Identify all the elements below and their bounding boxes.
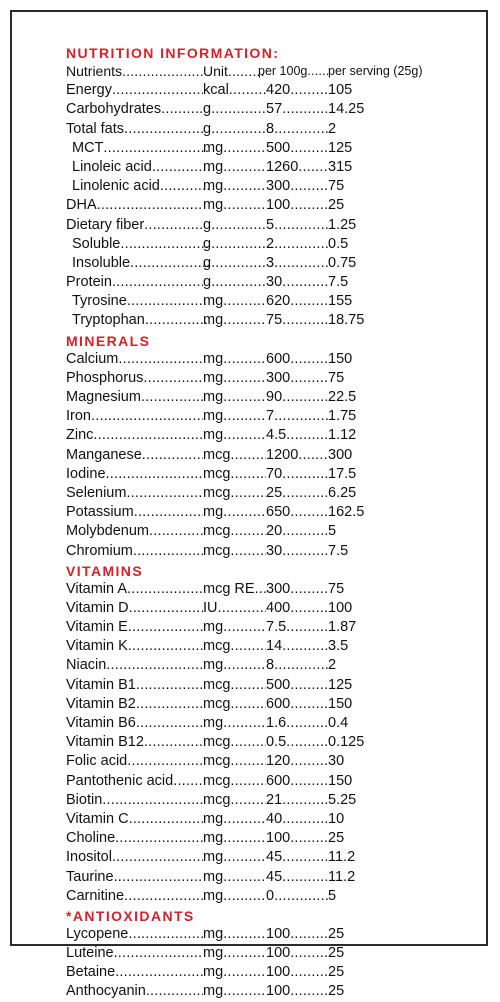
nutrient-per-100g: 500 ..... [266, 139, 328, 158]
nutrient-per-serving: 0.75 [328, 254, 357, 271]
nutrient-per-100g: 70 ..... [266, 465, 328, 484]
nutrient-name: Protein ..... [66, 273, 203, 292]
nutrient-unit: mcg ..... [203, 484, 266, 503]
header-unit: Unit ..... [203, 62, 266, 81]
nutrient-per-100g: 300 ..... [266, 177, 328, 196]
nutrient-per-serving: 162.5 [328, 504, 365, 521]
nutrient-unit: mg ..... [203, 714, 266, 733]
nutrient-unit: g ..... [203, 254, 266, 273]
nutrient-per-100g: 40 ..... [266, 810, 328, 829]
nutrient-per-serving: 30 [328, 753, 345, 770]
nutrient-row [66, 810, 466, 829]
nutrient-per-serving: 5.25 [328, 791, 357, 808]
nutrient-row [66, 599, 466, 618]
nutrient-unit: mg ..... [203, 196, 266, 215]
nutrient-name: Magnesium ..... [66, 388, 203, 407]
nutrient-row [66, 311, 466, 330]
nutrient-per-100g: 620 ..... [266, 292, 328, 311]
nutrient-row [66, 235, 466, 254]
nutrient-per-serving: 75 [328, 178, 345, 195]
nutrient-unit: mg ..... [203, 925, 266, 944]
nutrient-name: Carbohydrates ..... [66, 100, 203, 119]
nutrient-per-100g: 7.5 ..... [266, 618, 328, 637]
nutrient-per-100g: 7 ..... [266, 407, 328, 426]
nutrient-unit: g ..... [203, 216, 266, 235]
nutrient-unit: mcg ..... [203, 733, 266, 752]
nutrient-per-serving: 25 [328, 945, 345, 962]
nutrient-per-100g: 100 ..... [266, 982, 328, 1001]
nutrient-unit: mcg ..... [203, 446, 266, 465]
nutrient-per-serving: 17.5 [328, 465, 357, 482]
nutrient-row [66, 158, 466, 177]
nutrient-name: Potassium ..... [66, 503, 203, 522]
nutrient-name: Chromium ..... [66, 542, 203, 561]
nutrient-unit: mg ..... [203, 618, 266, 637]
nutrient-row [66, 292, 466, 311]
nutrition-title: NUTRITION INFORMATION: [66, 45, 280, 61]
nutrient-per-serving: 150 [328, 350, 353, 367]
nutrient-unit: g ..... [203, 120, 266, 139]
nutrient-per-serving: 105 [328, 82, 353, 99]
nutrient-row [66, 829, 466, 848]
nutrient-unit: mg ..... [203, 407, 266, 426]
nutrient-row [66, 868, 466, 887]
nutrient-per-100g: 400 ..... [266, 599, 328, 618]
nutrient-row [66, 791, 466, 810]
nutrient-name: Vitamin A ..... [66, 580, 203, 599]
nutrient-unit: mcg ..... [203, 695, 266, 714]
nutrient-per-100g: 14 ..... [266, 637, 328, 656]
nutrient-row [66, 963, 466, 982]
nutrient-unit: mg ..... [203, 829, 266, 848]
nutrient-per-serving: 6.25 [328, 484, 357, 501]
nutrient-row [66, 350, 466, 369]
nutrient-per-100g: 57 ..... [266, 100, 328, 119]
nutrient-row [66, 120, 466, 139]
section-heading: *ANTIOXIDANTS [66, 907, 195, 924]
nutrient-per-serving: 150 [328, 772, 353, 789]
nutrient-row [66, 848, 466, 867]
nutrient-name: Tyrosine ..... [66, 292, 209, 311]
nutrient-per-serving: 25 [328, 925, 345, 942]
nutrient-unit: mg ..... [203, 868, 266, 887]
nutrient-unit: mg ..... [203, 426, 266, 445]
nutrient-per-100g: 2 ..... [266, 235, 328, 254]
nutrient-row [66, 925, 466, 944]
nutrient-per-serving: 22.5 [328, 389, 357, 405]
nutrient-name: Betaine ..... [66, 963, 203, 982]
nutrient-per-serving: 25 [328, 983, 345, 1000]
nutrient-row [66, 465, 466, 484]
nutrient-unit: mcg ..... [203, 542, 266, 561]
nutrient-name: Biotin ..... [66, 791, 203, 810]
nutrient-per-100g: 5 ..... [266, 216, 328, 235]
nutrient-unit: mcg ..... [203, 522, 266, 541]
nutrient-per-serving: 10 [328, 810, 345, 827]
nutrient-name: Luteine ..... [66, 944, 203, 963]
nutrient-row [66, 772, 466, 791]
nutrient-per-serving: 7.5 [328, 274, 349, 291]
nutrient-name: Tryptophan ..... [66, 311, 209, 330]
nutrient-row [66, 542, 466, 561]
nutrient-per-serving: 18.75 [328, 312, 365, 329]
section-2 [66, 562, 466, 906]
nutrient-name: Choline ..... [66, 829, 203, 848]
nutrient-unit: g ..... [203, 273, 266, 292]
nutrient-name: Taurine ..... [66, 868, 203, 887]
nutrient-name: Vitamin K ..... [66, 637, 203, 656]
nutrient-unit: g ..... [203, 100, 266, 119]
nutrient-name: Vitamin B1 ..... [66, 676, 203, 695]
nutrient-per-100g: 100 ..... [266, 944, 328, 963]
nutrient-per-serving: 1.25 [328, 216, 357, 233]
nutrient-unit: mcg ..... [203, 772, 266, 791]
nutrient-per-100g: 300 ..... [266, 369, 328, 388]
nutrient-per-serving: 5 [328, 887, 337, 904]
nutrient-name: Vitamin D ..... [66, 599, 203, 618]
nutrient-row [66, 982, 466, 1001]
nutrient-per-100g: 21 ..... [266, 791, 328, 810]
nutrient-unit: mg ..... [203, 963, 266, 982]
nutrient-per-100g: 4.5 ..... [266, 426, 328, 445]
nutrient-per-100g: 75 ..... [266, 311, 328, 330]
nutrient-row [66, 714, 466, 733]
nutrient-row [66, 676, 466, 695]
nutrient-name: Pantothenic acid ..... [66, 772, 203, 791]
nutrient-unit: mg ..... [203, 656, 266, 675]
nutrient-unit: mcg ..... [203, 791, 266, 810]
nutrient-name: Folic acid ..... [66, 752, 203, 771]
column-header-row [66, 62, 466, 81]
nutrient-unit: mg ..... [203, 887, 266, 906]
nutrient-name: Linoleic acid ..... [66, 158, 209, 177]
nutrient-per-serving: 0.4 [328, 715, 349, 731]
nutrient-per-100g: 120 ..... [266, 752, 328, 771]
nutrient-unit: mg ..... [203, 292, 266, 311]
nutrient-name: Selenium ..... [66, 484, 203, 503]
nutrient-name: Iodine ..... [66, 465, 203, 484]
nutrient-unit: mg ..... [203, 388, 266, 407]
nutrient-name: Iron ..... [66, 407, 203, 426]
nutrient-name: Zinc ..... [66, 426, 203, 445]
nutrient-per-100g: 500 ..... [266, 676, 328, 695]
nutrient-per-serving: 0.5 [328, 235, 349, 252]
nutrient-row [66, 944, 466, 963]
nutrient-per-serving: 1.87 [328, 619, 357, 636]
nutrient-per-serving: 14.25 [328, 101, 365, 118]
nutrient-per-serving: 3.5 [328, 638, 349, 655]
header-per-serving: per serving (25g) [328, 64, 423, 78]
nutrient-per-100g: 30 ..... [266, 273, 328, 292]
nutrient-row [66, 139, 466, 158]
section-heading: MINERALS [66, 332, 151, 349]
nutrient-per-serving: 25 [328, 830, 345, 847]
nutrient-row [66, 580, 466, 599]
nutrient-row [66, 446, 466, 465]
nutrient-name: Carnitine ..... [66, 887, 203, 906]
nutrient-per-serving: 75 [328, 580, 345, 597]
nutrient-unit: mg ..... [203, 369, 266, 388]
nutrient-unit: mg ..... [203, 350, 266, 369]
nutrient-per-100g: 600 ..... [266, 350, 328, 369]
nutrition-panel [66, 43, 466, 1002]
nutrient-row [66, 273, 466, 292]
nutrient-name: Vitamin B6 ..... [66, 714, 203, 733]
nutrient-per-100g: 90 ..... [266, 388, 328, 407]
nutrient-name: Vitamin B2 ..... [66, 695, 203, 714]
nutrient-row [66, 196, 466, 215]
nutrient-row [66, 503, 466, 522]
nutrient-row [66, 484, 466, 503]
nutrient-name: Calcium ..... [66, 350, 203, 369]
nutrient-row [66, 522, 466, 541]
nutrient-unit: mg ..... [203, 810, 266, 829]
nutrient-per-serving: 1.12 [328, 427, 357, 444]
nutrient-row [66, 426, 466, 445]
nutrient-per-100g: 100 ..... [266, 829, 328, 848]
section-0 [66, 81, 466, 330]
nutrient-name: Vitamin E ..... [66, 618, 203, 637]
nutrient-unit: mg ..... [203, 503, 266, 522]
nutrient-per-100g: 0.5 ..... [266, 733, 328, 752]
nutrient-unit: mcg ..... [203, 465, 266, 484]
nutrient-unit: mg ..... [203, 311, 266, 330]
nutrient-name: Total fats ..... [66, 120, 203, 139]
nutrient-unit: mcg ..... [203, 676, 266, 695]
nutrient-per-serving: 125 [328, 676, 353, 693]
nutrient-name: Phosphorus ..... [66, 369, 203, 388]
nutrient-per-serving: 2 [328, 657, 337, 674]
nutrient-per-serving: 300 [328, 446, 353, 463]
nutrient-per-100g: 3 ..... [266, 254, 328, 273]
nutrient-unit: mg ..... [203, 158, 266, 177]
nutrient-per-100g: 600 ..... [266, 695, 328, 714]
nutrient-name: Soluble ..... [66, 235, 209, 254]
nutrient-per-serving: 125 [328, 139, 353, 156]
nutrient-per-serving: 25 [328, 197, 345, 214]
nutrient-row [66, 733, 466, 752]
nutrient-per-100g: 8 ..... [266, 120, 328, 139]
nutrient-per-100g: 45 ..... [266, 848, 328, 867]
nutrient-per-100g: 300 ..... [266, 580, 328, 599]
nutrient-unit: mcg ..... [203, 637, 266, 656]
nutrient-per-serving: 150 [328, 695, 353, 712]
nutrient-per-100g: 8 ..... [266, 656, 328, 675]
nutrient-row [66, 637, 466, 656]
section-1 [66, 332, 466, 561]
nutrient-name: Insoluble ..... [66, 254, 209, 273]
nutrient-row [66, 100, 466, 119]
nutrient-name: Molybdenum ..... [66, 522, 203, 541]
nutrient-name: Lycopene ..... [66, 925, 203, 944]
nutrient-per-100g: 600 ..... [266, 772, 328, 791]
nutrient-per-100g: 100 ..... [266, 925, 328, 944]
nutrient-per-serving: 5 [328, 523, 337, 540]
nutrient-name: Anthocyanin ..... [66, 982, 203, 1001]
nutrient-name: Niacin ..... [66, 656, 203, 675]
nutrient-name: Dietary fiber ..... [66, 216, 203, 235]
nutrient-unit: mg ..... [203, 177, 266, 196]
nutrient-unit: mcg ..... [203, 752, 266, 771]
nutrient-unit: g ..... [203, 235, 266, 254]
nutrient-name: Inositol ..... [66, 848, 203, 867]
nutrient-unit: mg ..... [203, 848, 266, 867]
nutrient-unit: mcg RE ..... [203, 580, 266, 599]
nutrient-row [66, 407, 466, 426]
nutrient-per-100g: 30 ..... [266, 542, 328, 561]
nutrient-per-100g: 20 ..... [266, 522, 328, 541]
nutrient-per-100g: 420 ..... [266, 81, 328, 100]
nutrient-per-100g: 0 ..... [266, 887, 328, 906]
nutrient-per-serving: 25 [328, 964, 345, 981]
nutrient-name: Linolenic acid ..... [66, 177, 209, 196]
nutrient-per-100g: 1200 ..... [266, 446, 328, 465]
nutrient-per-serving: 11.2 [328, 849, 356, 866]
nutrient-row [66, 369, 466, 388]
nutrient-per-serving: 0.125 [328, 734, 365, 751]
nutrient-unit: IU ..... [203, 599, 266, 618]
nutrient-per-100g: 1.6 ..... [266, 714, 328, 733]
nutrient-row [66, 656, 466, 675]
nutrient-row [66, 887, 466, 906]
nutrient-unit: mg ..... [203, 944, 266, 963]
nutrient-name: Vitamin C ..... [66, 810, 203, 829]
nutrient-name: MCT ..... [66, 139, 209, 158]
nutrient-name: Vitamin B12 ..... [66, 733, 203, 752]
nutrient-per-serving: 75 [328, 369, 345, 386]
nutrient-row [66, 752, 466, 771]
section-heading: VITAMINS [66, 562, 144, 579]
nutrient-per-100g: 1260 ..... [266, 158, 328, 177]
nutrient-per-100g: 25 ..... [266, 484, 328, 503]
nutrient-per-100g: 650 ..... [266, 503, 328, 522]
nutrient-per-serving: 100 [328, 599, 353, 616]
nutrient-unit: mg ..... [203, 982, 266, 1001]
nutrient-unit: mg ..... [203, 139, 266, 158]
nutrient-row [66, 216, 466, 235]
nutrient-per-serving: 315 [328, 158, 353, 175]
nutrient-unit: kcal ..... [203, 81, 266, 100]
nutrient-row [66, 81, 466, 100]
nutrient-per-100g: 100 ..... [266, 963, 328, 982]
nutrient-row [66, 388, 466, 407]
nutrient-per-serving: 155 [328, 293, 353, 310]
nutrient-per-serving: 2 [328, 120, 337, 137]
header-per-100g: per 100g ..... [258, 62, 328, 81]
nutrient-row [66, 254, 466, 273]
section-3 [66, 907, 466, 1002]
nutrient-name: Energy ..... [66, 81, 203, 100]
nutrient-per-serving: 1.75 [328, 408, 357, 425]
header-nutrients: Nutrients ..... [66, 62, 203, 81]
nutrient-row [66, 618, 466, 637]
nutrient-per-100g: 100 ..... [266, 196, 328, 215]
nutrient-row [66, 695, 466, 714]
nutrient-per-serving: 11.2 [328, 868, 356, 885]
nutrient-name: Manganese ..... [66, 446, 203, 465]
nutrient-name: DHA ..... [66, 196, 203, 215]
nutrient-per-100g: 45 ..... [266, 868, 328, 887]
nutrient-row [66, 177, 466, 196]
nutrient-per-serving: 7.5 [328, 542, 349, 559]
